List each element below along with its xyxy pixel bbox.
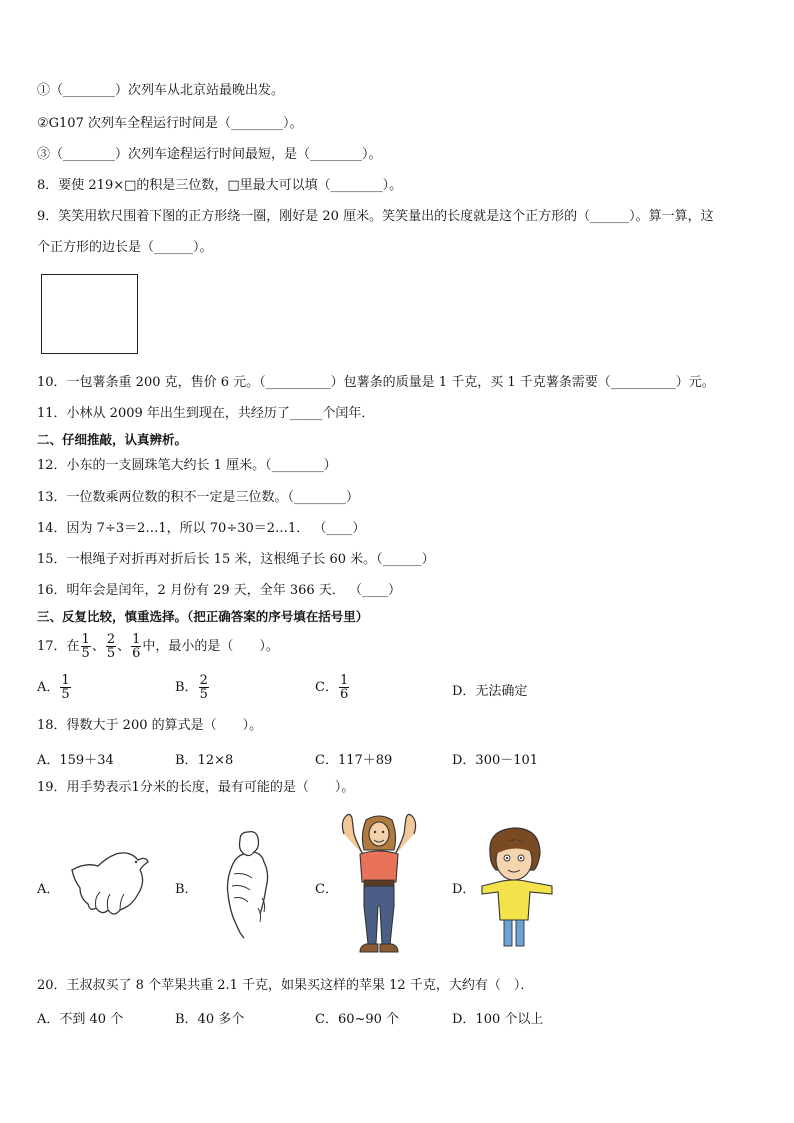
hand-bird-image bbox=[66, 848, 152, 920]
section-2-heading: 二、仔细推敲，认真辨析。 bbox=[37, 432, 188, 447]
train-question-2: ②G107 次列车全程运行时间是（________）。 bbox=[37, 116, 303, 131]
q17-suffix: 中，最小的是（ ）。 bbox=[142, 639, 279, 654]
fraction-1-6: $\frac{1}{6}$ bbox=[132, 632, 141, 661]
boy-arms-out-image bbox=[480, 826, 556, 948]
question-16: 16．明年会是闰年，2 月份有 29 天，全年 366 天． （____） bbox=[37, 583, 401, 598]
fraction-2-5: $\frac{2}{5}$ bbox=[106, 632, 116, 661]
q18-option-c: C．117＋89 bbox=[315, 753, 393, 768]
q18-option-a: A．159＋34 bbox=[37, 753, 114, 768]
question-15: 15．一根绳子对折再对折后长 15 米，这根绳子长 60 米。（______） bbox=[37, 552, 435, 567]
question-13: 13．一位数乘两位数的积不一定是三位数。（________） bbox=[37, 490, 360, 505]
q18-option-b: B．12×8 bbox=[175, 753, 234, 768]
q17-option-c: C． $\frac{1}{6}$ bbox=[315, 673, 349, 702]
q20-option-d: D．100 个以上 bbox=[452, 1012, 544, 1027]
q17-option-b: B． $\frac{2}{5}$ bbox=[175, 673, 208, 702]
question-9-line-2: 个正方形的边长是（______）。 bbox=[37, 240, 213, 255]
q20-option-c: C．60~90 个 bbox=[315, 1012, 400, 1027]
q19-option-d: D． bbox=[452, 882, 476, 897]
train-question-3: ③（________）次列车途程运行时间最短，是（________）。 bbox=[37, 147, 382, 162]
woman-arms-raised-image bbox=[336, 812, 422, 960]
question-12: 12．小东的一支圆珠笔大约长 1 厘米。（________） bbox=[37, 458, 337, 473]
q17-prefix: 17．在 bbox=[37, 639, 80, 654]
q17-option-d: D．无法确定 bbox=[452, 684, 528, 699]
question-19: 19．用手势表示1分米的长度，最有可能的是（ ）。 bbox=[37, 780, 355, 795]
train-question-1: ①（________）次列车从北京站最晚出发。 bbox=[37, 83, 285, 98]
q18-option-d: D．300－101 bbox=[452, 753, 539, 768]
q20-option-a: A．不到 40 个 bbox=[37, 1012, 124, 1027]
question-17: 17．在 $\frac{1}{5}$ 、 $\frac{2}{5}$ 、 $\frac{1}{6}$ 中，最小的是（ ）。 bbox=[37, 632, 279, 661]
q19-option-b: B． bbox=[175, 882, 198, 897]
question-20: 20．王叔叔买了 8 个苹果共重 2.1 千克，如果买这样的苹果 12 千克，大约有（ ）． bbox=[37, 978, 534, 993]
fraction-1-5: $\frac{1}{5}$ bbox=[81, 632, 90, 661]
q19-option-a: A． bbox=[37, 882, 60, 897]
q19-option-c: C． bbox=[315, 882, 338, 897]
q17-option-a: A． $\frac{1}{5}$ bbox=[37, 673, 70, 702]
question-8: 8．要使 219×□的积是三位数，□里最大可以填（________）。 bbox=[37, 178, 403, 193]
question-11: 11．小林从 2009 年出生到现在，共经历了_____个闰年． bbox=[37, 406, 375, 421]
question-14: 14．因为 7÷3＝2…1，所以 70÷30＝2…1． （____） bbox=[37, 521, 366, 536]
q20-option-b: B．40 多个 bbox=[175, 1012, 245, 1027]
section-3-heading: 三、反复比较，慎重选择。（把正确答案的序号填在括号里） bbox=[37, 609, 369, 624]
square-figure bbox=[41, 274, 138, 354]
question-10: 10．一包薯条重 200 克，售价 6 元。（__________）包薯条的质量是 1 千克，买 1 千克薯条需要（__________）元。 bbox=[37, 375, 715, 390]
question-9-line-1: 9．笑笑用软尺围着下图的正方形绕一圈，刚好是 20 厘米。笑笑量出的长度就是这个正方形的（______）。算一算，这 bbox=[37, 209, 714, 224]
pinch-hand-image bbox=[218, 828, 278, 940]
question-18: 18．得数大于 200 的算式是（ ）。 bbox=[37, 718, 263, 733]
